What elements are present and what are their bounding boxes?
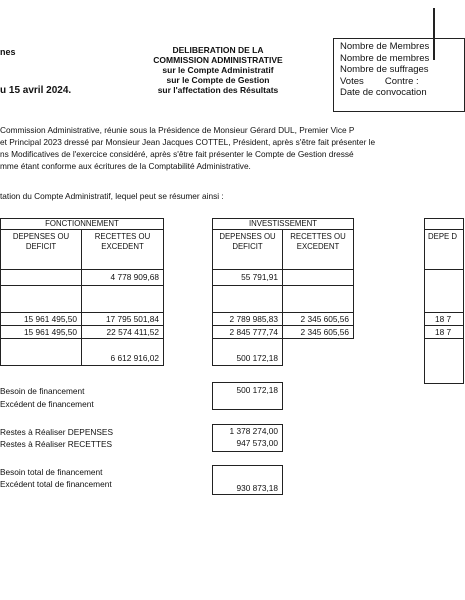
besoin-total-label: Besoin total de financement: [0, 467, 103, 477]
fonct-cell: [81, 325, 164, 339]
fonct-col-depenses: DEPENSES OU DEFICIT: [0, 229, 82, 270]
ensemble-cell-empty: [424, 338, 464, 384]
paragraph-line: Commission Administrative, réunie sous la Présidence de Monsieur Gérard DUL, Premier Vice P: [0, 125, 355, 135]
title-line: sur l'affectation des Résultats: [157, 85, 279, 95]
invest-cell-empty: [282, 285, 354, 313]
membres-line: Nombre de membres: [340, 52, 430, 64]
invest-value: 55 791,91: [241, 272, 278, 282]
invest-result: 500 172,18: [236, 353, 278, 363]
title-line: sur le Compte Administratif: [162, 65, 274, 75]
fonctionnement-title: FONCTIONNEMENT: [0, 218, 164, 230]
membres-box: [333, 38, 465, 112]
fonct-cell-empty: [81, 285, 164, 313]
fonct-value: 15 961 495,50: [23, 327, 77, 337]
paragraph-line: mme étant conforme aux écritures de la Comptabilité Administrative.: [0, 161, 251, 171]
ensemble-col-label: DEPE D: [428, 232, 458, 241]
fonct-cell: [81, 312, 164, 326]
besoin-total-value: 930 873,18: [236, 483, 278, 493]
besoin-label: Besoin de financement: [0, 386, 85, 396]
title-line: COMMISSION ADMINISTRATIVE: [153, 55, 283, 65]
ensemble-cell: [424, 325, 464, 339]
fonct-cell: [0, 269, 82, 286]
invest-cell: [212, 269, 283, 286]
invest-cell: [282, 269, 354, 286]
besoin-value: 500 172,18: [236, 385, 278, 395]
investissement-title: INVESTISSEMENT: [212, 218, 354, 230]
header-left-top: nes: [0, 47, 16, 57]
fonct-value: 22 574 411,52: [106, 327, 159, 337]
invest-value: 2 345 605,56: [300, 327, 349, 337]
meeting-date: u 15 avril 2024.: [0, 85, 72, 96]
excedent-label: Excédent de financement: [0, 399, 94, 409]
votes-line: Votes Contre :: [340, 75, 419, 87]
invest-cell: [212, 338, 283, 366]
invest-value: 2 789 985,83: [229, 314, 278, 324]
invest-value: 2 845 777,74: [229, 327, 278, 337]
invest-col-depenses: DEPENSES OU DEFICIT: [212, 229, 283, 270]
deliberation-title: [128, 45, 308, 95]
invest-col-recettes: RECETTES OU EXCEDENT: [282, 229, 354, 270]
rar-recettes-label: Restes à Réaliser RECETTES: [0, 439, 113, 449]
fonct-value: 4 778 909,68: [110, 272, 159, 282]
invest-value: 2 345 605,56: [300, 314, 349, 324]
title-line: DELIBERATION DE LA: [172, 45, 264, 55]
rar-recettes-value: 947 573,00: [236, 438, 278, 448]
scan-edge-mark: [433, 8, 435, 60]
rar-depenses-label: Restes à Réaliser DEPENSES: [0, 427, 113, 437]
rar-depenses-value: 1 378 274,00: [229, 426, 278, 436]
convocation-line: Date de convocation: [340, 87, 427, 98]
ensemble-value: 18 7: [435, 314, 452, 324]
ensemble-col-depenses: [424, 229, 464, 270]
besoin-box: [212, 382, 283, 410]
ensemble-value: 18 7: [435, 327, 452, 337]
ensemble-cell: [424, 312, 464, 326]
fonct-col-recettes: RECETTES OU EXCEDENT: [81, 229, 164, 270]
invest-cell: [282, 312, 354, 326]
invest-cell: [282, 325, 354, 339]
rar-box: [212, 424, 283, 452]
paragraph-line: et Principal 2023 dressé par Monsieur Jean Jacques COTTEL, Président, après s'être fait présenter le: [0, 137, 376, 147]
fonct-cell: [81, 269, 164, 286]
fonct-cell: [81, 338, 164, 366]
excedent-total-label: Excédent total de financement: [0, 479, 112, 489]
fonct-value: 15 961 495,50: [23, 314, 77, 324]
fonct-cell-empty: [0, 285, 82, 313]
invest-cell: [212, 312, 283, 326]
fonct-cell: [0, 312, 82, 326]
suffrages-line: Nombre de suffrages: [340, 64, 429, 75]
invest-cell-empty: [212, 285, 283, 313]
paragraph-line: ns Modificatives de l'exercice considéré, après s'être fait présenter le Compte de Gestion dressé: [0, 149, 354, 159]
ensemble-cell-empty: [424, 269, 464, 313]
fonct-result: 6 612 916,02: [110, 353, 159, 363]
membres-line: Nombre de Membres: [340, 41, 430, 52]
besoin-total-box: [212, 465, 283, 495]
title-line: sur le Compte de Gestion: [166, 75, 270, 85]
fonct-cell: [0, 325, 82, 339]
invest-cell: [212, 325, 283, 339]
fonct-cell-empty: [0, 338, 82, 366]
fonct-value: 17 795 501,84: [105, 314, 159, 324]
paragraph-line: tation du Compte Administratif, lequel peut se résumer ainsi :: [0, 191, 224, 201]
